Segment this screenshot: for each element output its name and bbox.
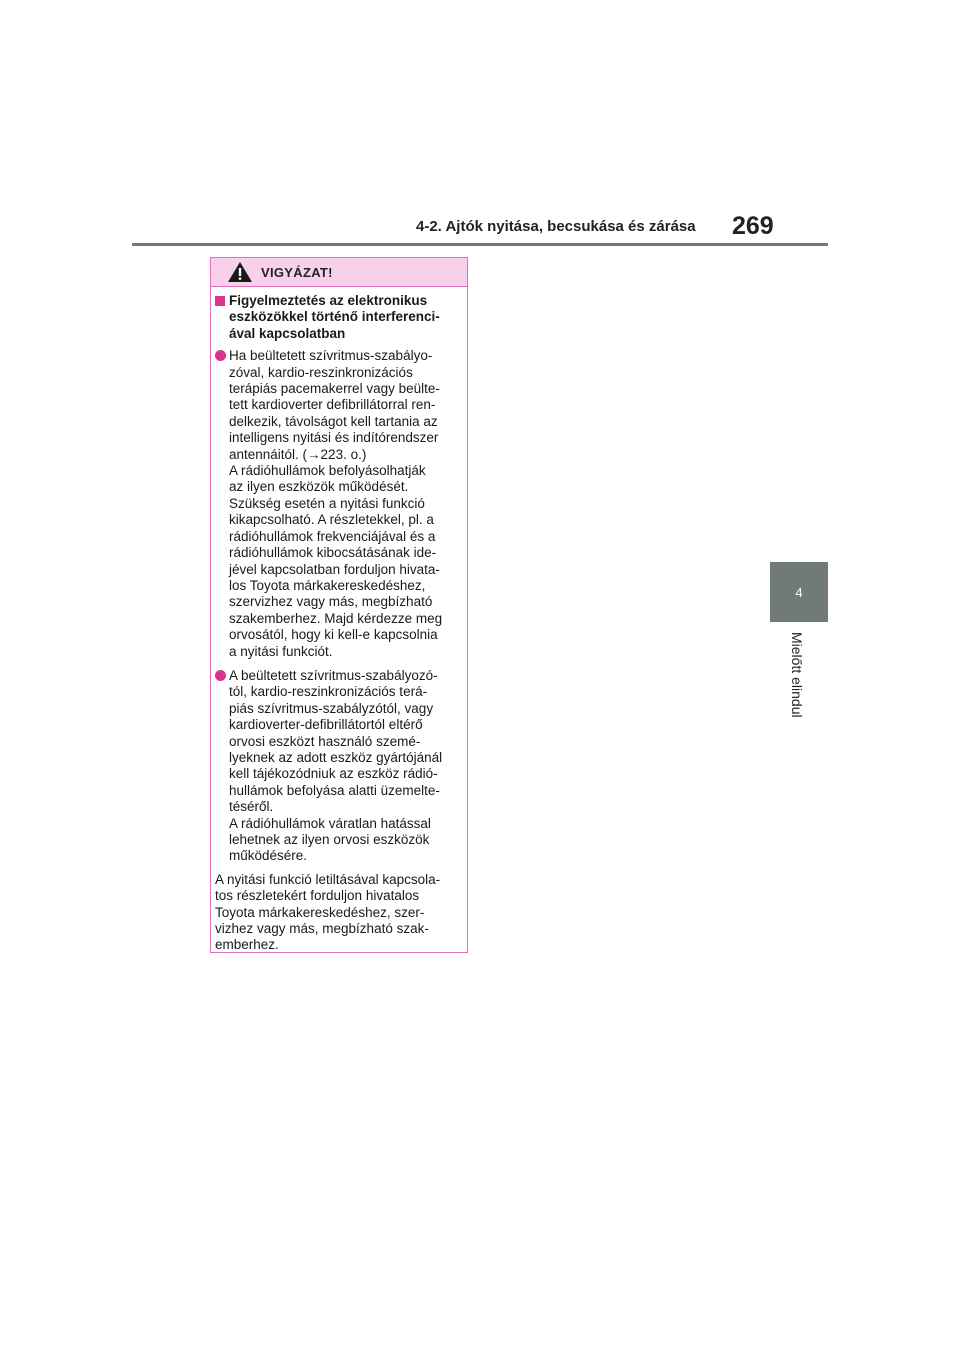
warning-triangle-icon	[227, 261, 253, 283]
section-title: 4-2. Ajtók nyitása, becsukása és zárása	[416, 218, 696, 235]
page-number: 269	[732, 212, 774, 240]
chapter-name: Mielőtt elindul	[789, 632, 805, 718]
header-divider	[132, 243, 828, 246]
warning-heading	[215, 293, 459, 342]
square-bullet-icon	[215, 296, 225, 306]
warning-heading-text: Figyelmeztetés az elektronikus eszközökkel történő interferenci- ával kapcsolatban	[229, 293, 440, 341]
warning-box	[210, 257, 468, 953]
circle-bullet-icon	[215, 350, 226, 361]
chapter-number: 4	[795, 584, 803, 600]
warning-label: VIGYÁZAT!	[261, 264, 333, 280]
list-item	[215, 668, 459, 865]
warning-header	[211, 258, 467, 287]
circle-bullet-icon	[215, 670, 226, 681]
list-item-text: Ha beültetett szívritmus-szabályo- zóval, kardio-reszinkronizációs terápiás pacemakerrel vagy beülte- tett kardioverter defibrillátorral ren- delkezik, távolságot kell tartania az intelligens nyitási és indítórendszer antennáitól. (→223. o.) A rádióhullámok befolyásolhatják az ilyen eszközök működését. Szükség esetén a nyitási funkció kikapcsolható. A részletekkel, pl. a rádióhullámok frekvenciájával és a rádióhullámok kibocsátásának ide- jével kapcsolatban forduljon hivata- los Toyota márkakereskedéshez, szervizhez vagy más, megbízható szakemberhez. Majd kérdezze meg orvosától, hogy ki kell-e kapcsolnia a nyitási funkciót.	[229, 348, 443, 659]
list-item-text: A beültetett szívritmus-szabályozó- tól, kardio-reszinkronizációs terá- piás szívritmus-szabályzótól, vagy kardioverter-defibrillátortól eltérő orvosi eszközt használó szemé- lyeknek az adott eszköz gyártójánál kell tájékozódniuk az eszköz rádió- hullámok befolyása alatti üzemelte- téséről. A rádióhullámok váratlan hatással lehetnek az ilyen orvosi eszközök működésére.	[229, 667, 443, 864]
list-item	[215, 348, 459, 660]
closing-paragraph: A nyitási funkció letiltásával kapcsola- tos részletekért forduljon hivatalos Toyota márkakereskedéshez, szer- vizhez vagy más, megbízható szak- emberhez.	[215, 871, 441, 953]
warning-body	[211, 287, 467, 954]
chapter-tab	[770, 562, 828, 622]
